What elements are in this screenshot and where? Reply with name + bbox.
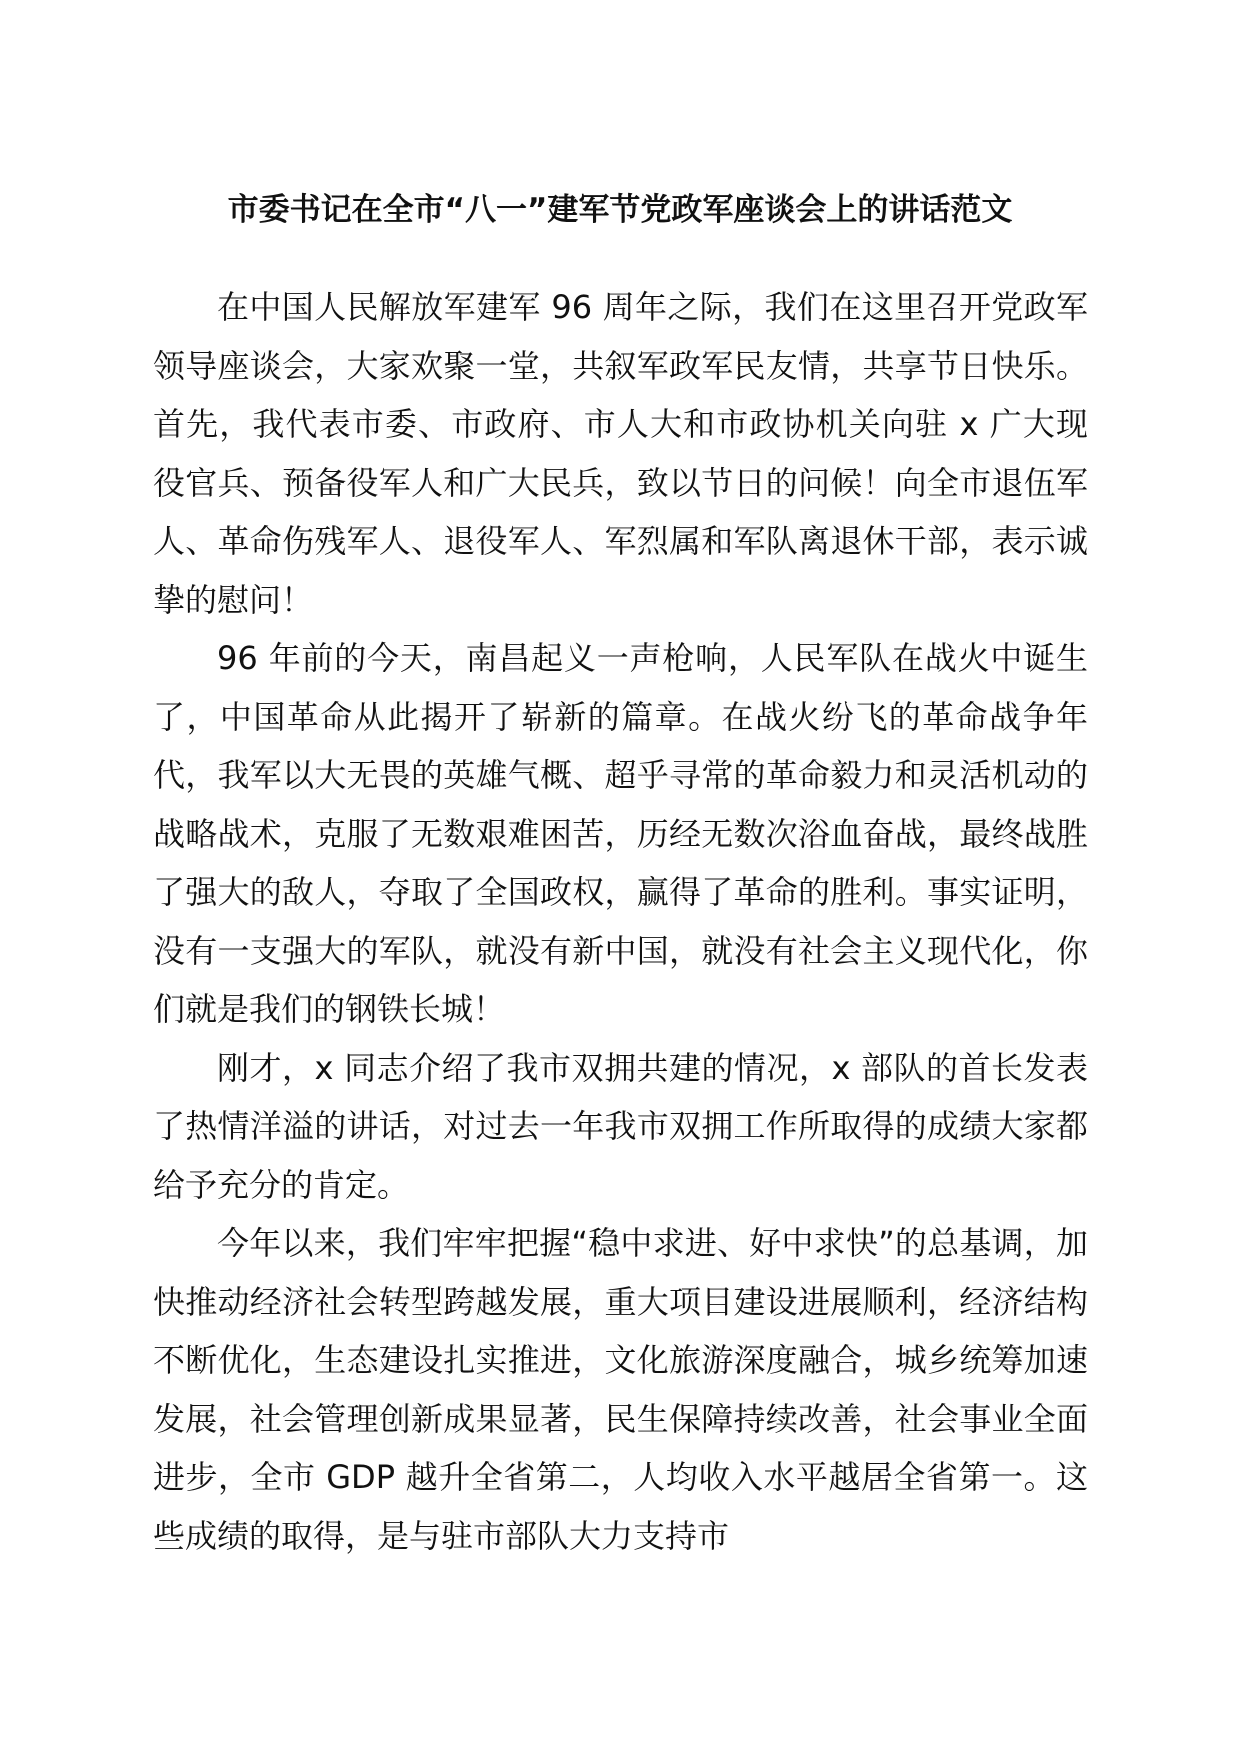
paragraph-4: 今年以来，我们牢牢把握“稳中求进、好中求快”的总基调，加快推动经济社会转型跨越发展，重大项目建设进展顺利，经济结构不断优化，生态建设扎实推进，文化旅游深度融合，城乡统筹加速发展，社会管理创新成果显著，民生保障持续改善，社会事业全面进步，全市 GDP 越升全省第二，人均收入水平越居全省第一。这些成绩的取得，是与驻市部队大力支持市 xyxy=(153,1224,1088,1555)
document-body xyxy=(153,278,1088,1565)
document-title: 市委书记在全市“八一”建军节党政军座谈会上的讲话范文 xyxy=(227,192,1013,228)
paragraph-1: 在中国人民解放军建军 96 周年之际，我们在这里召开党政军领导座谈会，大家欢聚一堂，共叙军政军民友情，共享节日快乐。首先，我代表市委、市政府、市人大和市政协机关向驻 x 广大现役官兵、预备役军人和广大民兵，致以节日的问候！向全市退伍军人、革命伤残军人、退役军人、军烈属和军队离退休干部，表示诚挚的慰问！ xyxy=(153,288,1088,619)
paragraph-3: 刚才，x 同志介绍了我市双拥共建的情况，x 部队的首长发表了热情洋溢的讲话，对过去一年我市双拥工作所取得的成绩大家都给予充分的肯定。 xyxy=(153,1048,1088,1204)
paragraph-2: 96 年前的今天，南昌起义一声枪响，人民军队在战火中诞生了，中国革命从此揭开了崭新的篇章。在战火纷飞的革命战争年代，我军以大无畏的英雄气概、超乎寻常的革命毅力和灵活机动的战略战术，克服了无数艰难困苦，历经无数次浴血奋战，最终战胜了强大的敌人，夺取了全国政权，赢得了革命的胜利。事实证明，没有一支强大的军队，就没有新中国，就没有社会主义现代化，你们就是我们的钢铁长城！ xyxy=(153,639,1088,1028)
